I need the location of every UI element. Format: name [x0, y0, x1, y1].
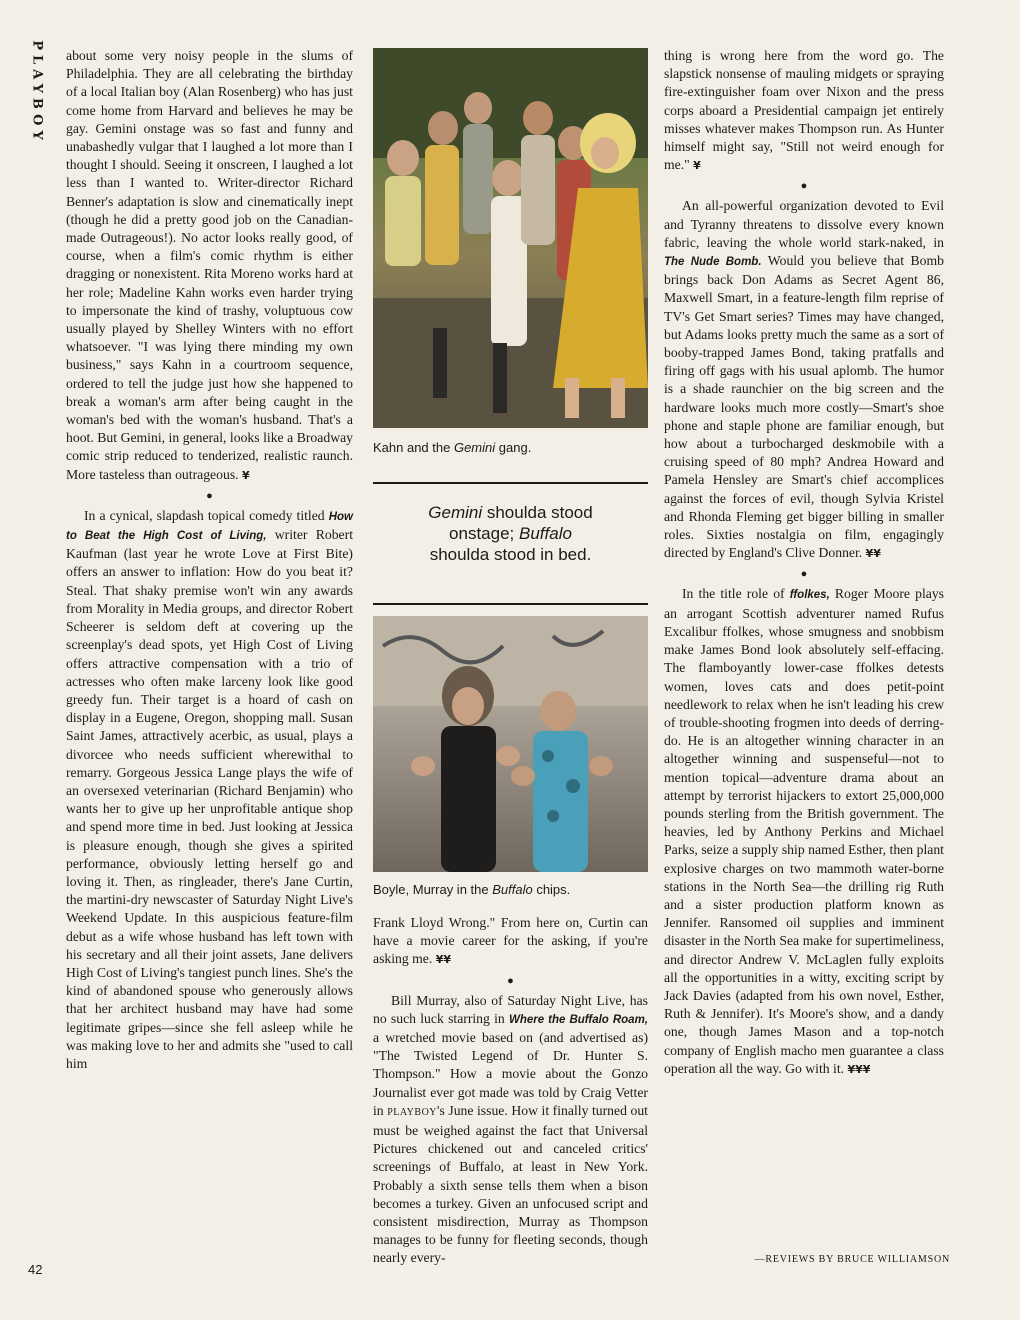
- buffalo-review-end: [664, 47, 944, 175]
- pull-quote: [373, 502, 648, 565]
- buffalo-rating: ¥: [693, 159, 701, 173]
- nude-bomb-title: The Nude Bomb.: [664, 256, 762, 269]
- ffolkes-review: [664, 585, 944, 1078]
- caption-text: Kahn and the: [373, 440, 454, 455]
- pull-quote-text: shoulda stood: [482, 503, 593, 522]
- pull-quote-line-3: shoulda stood in bed.: [429, 545, 592, 564]
- ffolkes-review-text: Roger Moore plays an arrogant Scottish adventurer named Rufus Excalibur ffolkes, whose smugness and snobbism make James Bond look absolutely self-effacing. The flamboyantly lower-case ffolkes detests women, loves cats and does petit-point needlework to relax when he isn't leading his crew of trouble-shooting frogmen into deeds of derring-do. He is an altogether winning character in an altogether winning and suspenseful—not to mention topical—adventure drama about an attempt by terrorist hijackers to extort 25,000,000 pounds sterling from the British government. The heavies, led by Anthony Perkins and Michael Parks, seize a supply ship named Esther, then plant explosive charges on two mammoth water-borne stations in the North Sea—the drilling rig Ruth and a sister production platform known as Jennifer. Ransomed oil supplies and imminent disaster in the North Sea make for supertimeliness, and director Andrew V. McLaglen fully exploits all the opportunities in a witty, exciting script by Jack Davies (adapted from his own novel, Esther, Ruth & Jennifer). It's Moore's show, and a dandy one, though James Mason and a top-notch company of English macho men guarantee a class operation all the way. Go with it.: [664, 586, 944, 1076]
- caption-text: Boyle, Murray in the: [373, 882, 493, 897]
- reviewer-byline: —REVIEWS BY BRUCE WILLIAMSON: [754, 1254, 950, 1265]
- gemini-rating: ¥: [242, 468, 250, 482]
- nude-bomb-review-text: Would you believe that Bomb brings back Don Adams as Secret Agent 86, Maxwell Smart, in a feature-length film reprise of TV's Get Smart series? Times may have changed, but Adams looks pretty much the same as a sort of booby-trapped James Bond, taking pratfalls and firing off gags with his usual aplomb. The humor is a shade raunchier on the big screen and the hardware looks much more costly—Smart's shoe phone and staple phone are familiar enough, but how about a turbocharged deskmobile with a cruising speed of 80 mph? Andrea Howard and Pamela Hensley are Smart's chief accomplices against the forces of evil, though Sylvia Kristel and Rhonda Fleming get bigger billing in smaller roles. Sixties nostalgia on film, engagingly directed by England's Clive Donner.: [664, 253, 944, 561]
- caption-title: Gemini: [453, 440, 496, 455]
- ffolkes-title: ffolkes,: [789, 589, 830, 602]
- nude-bomb-review-intro: An all-powerful organization devoted to Evil and Tyranny threatens to dissolve every known fabric, leaving the whole world stark-naked, in: [664, 198, 944, 250]
- column-left: [66, 47, 353, 1073]
- pull-quote-title: Buffalo: [519, 524, 572, 543]
- column-middle-text: [373, 914, 648, 1268]
- buffalo-title: Where the Buffalo Roam,: [509, 1013, 648, 1026]
- buffalo-review-text: 's June issue. How it finally turned out must be weighed against the fact that Universal Pictures chickened out and canceled critics' screenings of Buffalo, at least in New York. Probably a sixth sense tells them when a bison becomes a turkey. Given an unfocused script and consistent misdirection, Murray as Thompson manages to be funny for fleeting seconds, though nearly every-: [373, 1102, 648, 1266]
- ffolkes-rating: ¥¥¥: [847, 1062, 871, 1076]
- ffolkes-review-intro: In the title role of: [682, 586, 790, 602]
- section-bullet: ●: [800, 568, 808, 581]
- column-right: [664, 47, 944, 1079]
- high-cost-review-end-text: Frank Lloyd Wrong." From here on, Curtin can have a movie career for the asking, if you're asking me.: [373, 915, 648, 967]
- caption-text: chips.: [532, 882, 571, 897]
- high-cost-review-end: [373, 914, 648, 970]
- caption-text: gang.: [495, 440, 532, 455]
- pull-quote-line-2: [373, 523, 648, 544]
- pull-quote-bottom-rule: [373, 603, 648, 605]
- boyle-murray-illustration: [373, 616, 648, 872]
- high-cost-review-text: writer Robert Kaufman (last year he wrote Love at First Bite) offers an answer to inflation: How do you beat it? Steal. That shaky premise won't win any awards from Morality in Media groups, and director Robert Scheerer is seldom deft at covering up the screenplay's dead spots, yet High Cost of Living offers attractive compensation with a trio of actresses who often make larceny look like good greedy fun. Their target is a hoard of cash on display in a Eugene, Oregon, shopping mall. Susan Saint James, attractively acerbic, as usual, plays a divorcee who needs sufficient wherewithal to remarry. Gorgeous Jessica Lange plays the wife of an oversexed veterinarian (Richard Benjamin) who wants her to give up her unprofitable antique shop and spend more time in bed. Just looking at Jessica is pleasure enough, though she gives a spirited performance, obviously letting herself go and loving it. Then, as ringleader, there's Jane Curtin, the martini-dry newscaster of Saturday Night Live's Weekend Update. In this auspicious feature-film debut as a wife whose husband has left town with his secretary and all their joint assets, Jane delivers High Cost of Living's tangiest punch lines. She's the kind of abandoned spouse who generously allows that her architect husband may have had some legitimate gripes—since she fell asleep while he was making love to her and admits she "used to call him: [66, 527, 353, 1071]
- pull-quote-line-1: [373, 502, 648, 523]
- buffalo-review-intro: Bill Murray, also of Saturday Night Live, has no such luck starring in: [373, 992, 648, 1026]
- buffalo-review: [373, 992, 648, 1268]
- magazine-reference: PLAYBOY: [387, 1106, 438, 1118]
- high-cost-rating: ¥¥: [435, 953, 452, 967]
- section-bullet: ●: [206, 489, 213, 502]
- nude-bomb-rating: ¥¥: [865, 547, 881, 561]
- pull-quote-title: Gemini: [428, 503, 483, 522]
- magazine-sidebar-label: [22, 39, 52, 145]
- gemini-photo: [373, 48, 648, 428]
- high-cost-review-intro: In a cynical, slapdash topical comedy titled: [84, 507, 329, 523]
- gemini-review: [66, 47, 353, 485]
- magazine-name: PLAYBOY: [29, 39, 45, 145]
- nude-bomb-review: [664, 197, 944, 563]
- gemini-photo-caption: [373, 440, 648, 455]
- pull-quote-top-rule: [373, 482, 648, 484]
- caption-title: Buffalo: [492, 882, 533, 897]
- buffalo-review-end-text: thing is wrong here from the word go. The slapstick nonsense of mauling midgets or spraying fire-extinguisher foam over Nixon and the press corps aboard a Presidential campaign jet entirely misses whatever makes Thompson run. As Hunter himself might say, "Still not weird enough for me.": [664, 48, 944, 173]
- pull-quote-text: onstage;: [449, 524, 519, 543]
- high-cost-title: How to Beat the High Cost of Living,: [66, 510, 353, 543]
- buffalo-photo-caption: [373, 882, 648, 897]
- section-bullet: ●: [800, 180, 808, 193]
- buffalo-photo: [373, 616, 648, 872]
- section-bullet: ●: [507, 974, 514, 987]
- page-number: 42: [28, 1262, 43, 1277]
- gemini-gang-illustration: [373, 48, 648, 428]
- gemini-review-text: about some very noisy people in the slums of Philadelphia. They are all celebrating the birthday of a local Italian boy (Alan Rosenberg) who has just come home from Harvard and believes he may be gay. Gemini onstage was so fast and funny and unabashedly vulgar that I laughed a lot more than I thought I should. Seeing it onscreen, I laughed a lot less than I wanted to. Writer-director Richard Benner's adaptation is slow and cinematically inept (though he did a pretty good job on the Canadian-made Outrageous!). No actor looks really good, of course, when a film's comic rhythm is either dragging or nonexistent. Rita Moreno works hard at her role; Madeline Kahn works even harder trying to impersonate the kind of trashy, voluptuous cow usually played by Shelley Winters with no effort whatsoever. "I was lying there minding my own business," says Kahn in a courtroom sequence, ordered to tell the judge just how she happened to break a woman's arm after being caught in the woman's bed with the woman's husband. That's a hoot. But Gemini, in general, looks like a Broadway comic strip reduced to tenderized, realistic raunch. More tasteless than outrageous.: [66, 48, 353, 482]
- high-cost-review: [66, 507, 353, 1073]
- buffalo-review-text: a wretched movie based on (and advertised as) "The Twisted Legend of Dr. Hunter S. Thompson." How a movie about the Gonzo Journalist ever got made was told by Craig Vetter in: [373, 1030, 648, 1118]
